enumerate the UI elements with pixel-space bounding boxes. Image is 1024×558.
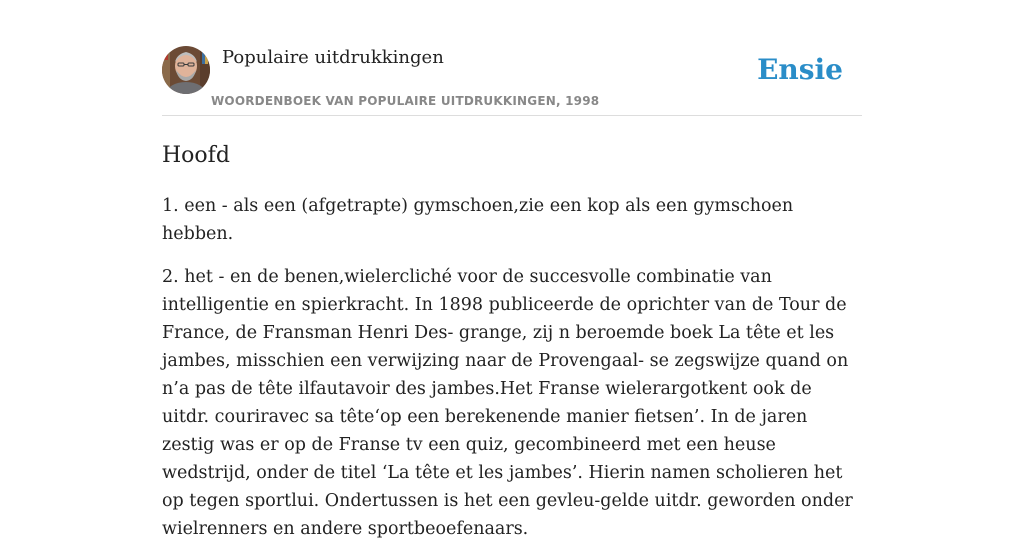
source-title[interactable]: Populaire uitdrukkingen [222, 47, 444, 68]
entry-title: Hoofd [162, 143, 230, 168]
author-avatar[interactable] [162, 46, 210, 94]
author-portrait-icon [162, 46, 210, 94]
source-header [162, 46, 862, 116]
entry-card [162, 46, 862, 558]
source-subtitle: WOORDENBOEK VAN POPULAIRE UITDRUKKINGEN, 1998 [211, 94, 600, 108]
entry-definition [162, 192, 862, 543]
definition-paragraph: 2. het - en de benen,wielercliché voor de succesvolle combinatie van intelligentie en spierkracht. In 1898 publiceerde de oprichter van de Tour de France, de Fransman Henri Des- grange, zij n beroemde boek La tête et les jambes, misschien een verwijzing naar de Provengaal- se zegswijze quand on n’a pas de tête ilfautavoir des jambes.Het Franse wielerargotkent ook de uitdr. couriravec sa tête‘op een berekenende manier fietsen’. In de jaren zestig was er op de Franse tv een quiz, gecombineerd met een heuse wedstrijd, onder de titel ‘La tête et les jambes’. Hierin namen scholieren het op tegen sportlui. Ondertussen is het een gevleu-gelde uitdr. geworden onder wielrenners en andere sportbeoefenaars. [162, 267, 853, 539]
brand-logo[interactable]: Ensie [757, 53, 843, 86]
definition-paragraph: 1. een - als een (afgetrapte) gymschoen,zie een kop als een gymschoen hebben. [162, 196, 794, 244]
